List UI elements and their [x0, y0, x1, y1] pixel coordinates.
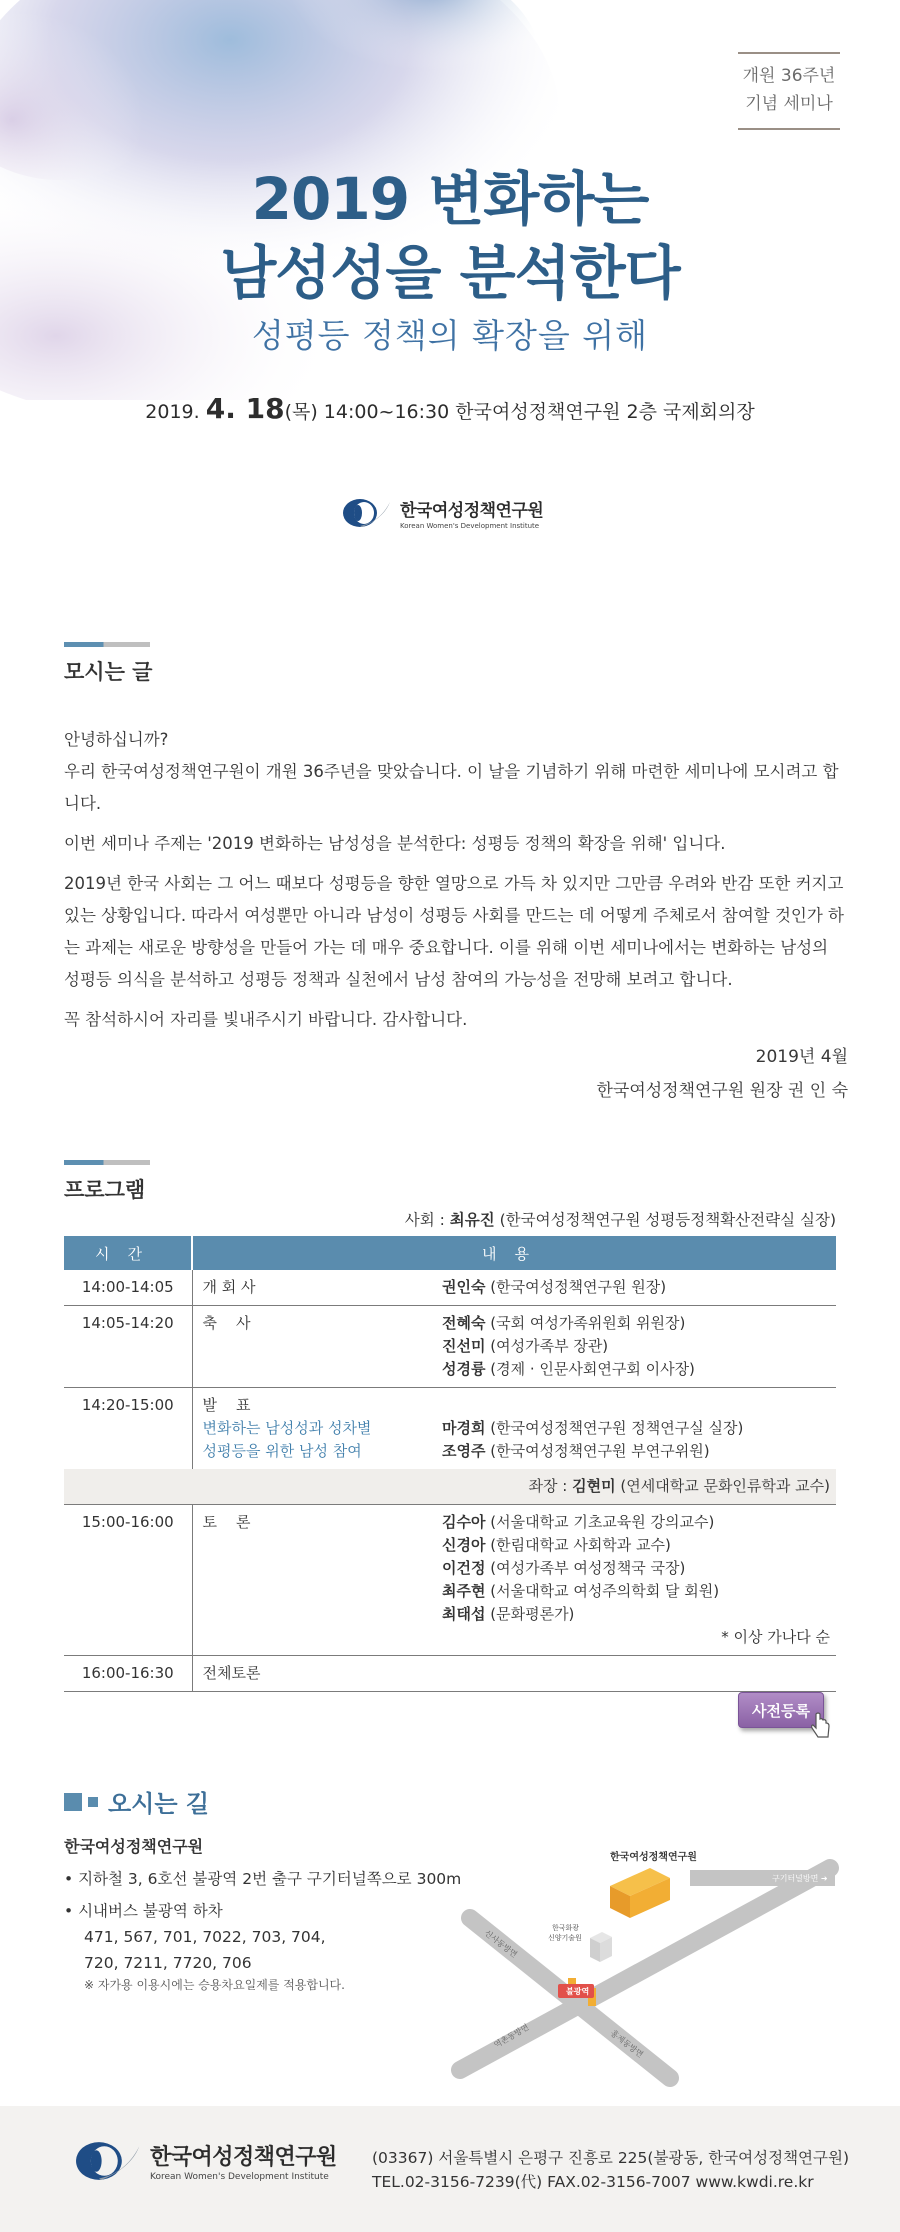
speaker-name: 최태섭 — [442, 1605, 486, 1623]
hero-section — [0, 0, 900, 560]
location-map — [440, 1838, 860, 2088]
date-suffix: (목) 14:00~16:30 한국여성정책연구원 2층 국제회의장 — [284, 401, 755, 423]
bus-lines-1: 471, 567, 701, 7022, 703, 704, — [84, 1928, 326, 1946]
subway-info: • 지하철 3, 6호선 불광역 2번 출구 구기터널쪽으로 300m — [64, 1870, 462, 1888]
row-time: 15:00-16:00 — [64, 1505, 192, 1656]
directions-text — [64, 1834, 484, 1994]
row-speakers — [442, 1306, 836, 1388]
speaker-name: 권인숙 — [442, 1278, 486, 1296]
letter-closing: 꼭 참석하시어 자리를 빛내주시기 바랍니다. 감사합니다. — [64, 1010, 468, 1029]
table-row — [64, 1388, 836, 1470]
small-square-icon — [88, 1797, 98, 1807]
map-sinsa-label: 신사동방면 — [482, 1928, 519, 1960]
footer-name-ko: 한국여성정책연구원 — [150, 2145, 337, 2170]
date-big: 4. 18 — [205, 392, 285, 425]
svg-text:신양기술원: 신양기술원 — [548, 1934, 582, 1942]
row-time: 14:05-14:20 — [64, 1306, 192, 1388]
letter-paragraph: 이번 세미나 주제는 '2019 변화하는 남성성을 분석한다: 성평등 정책의 확장을 위해' 입니다. — [64, 834, 726, 853]
speaker-name: 조영주 — [442, 1442, 486, 1460]
presentation-topic-1: 변화하는 남성성과 성차별 — [202, 1419, 372, 1437]
map-hongje-label: 홍제동방면 — [608, 2028, 645, 2060]
speaker-affiliation: (서울대학교 여성주의학회 달 회원) — [485, 1582, 720, 1600]
org-logo — [340, 496, 543, 530]
chair-label: 좌장 : — [528, 1477, 573, 1495]
row-speakers — [442, 1656, 836, 1692]
row-speakers — [442, 1270, 836, 1306]
page-subtitle: 성평등 정책의 확장을 위해 — [251, 316, 649, 355]
badge-line-1: 개원 36주년 — [742, 66, 836, 86]
speaker-affiliation: (경제 · 인문사회연구회 이사장) — [485, 1360, 695, 1378]
program-heading: 프로그램 — [64, 1178, 146, 1202]
footer — [0, 2106, 900, 2232]
row-session: 축 사 — [192, 1306, 442, 1388]
speaker-name: 김수아 — [442, 1513, 486, 1531]
letter-paragraph: 2019년 한국 사회는 그 어느 때보다 성평등을 향한 열망으로 가득 차 있지만 그만큼 우려와 반감 또한 커지고 있는 상황입니다. 따라서 여성뿐만 아니라 남성이 성평등 사회를 만드는 데 어떻게 주체로서 참여할 것인가 하는 과제는 새로운 방향성을 만들어 가는 데 매우 중요합니다. 이를 위해 이번 세미나에서는 변화하는 남성의 성평등 의식을 분석하고 성평등 정책과 실천에서 남성 참여의 가능성을 전망해 보려고 합니다. — [64, 874, 844, 989]
letter-paragraph: 우리 한국여성정책연구원이 개원 36주년을 맞았습니다. 이 날을 기념하기 위해 마련한 세미나에 모시려고 합니다. — [64, 762, 839, 813]
program-emcee — [405, 1208, 836, 1230]
row-speakers — [442, 1505, 836, 1656]
date-prefix: 2019. — [145, 401, 200, 423]
church-building-icon — [590, 1932, 612, 1962]
emcee-affiliation: (한국여성정책연구원 성평등정책확산전략실 실장) — [494, 1211, 836, 1229]
anniversary-badge — [738, 52, 840, 130]
table-row — [64, 1656, 836, 1692]
speaker-affiliation: (여성가족부 장관) — [485, 1337, 609, 1355]
directions-org: 한국여성정책연구원 — [64, 1837, 204, 1856]
row-time: 16:00-16:30 — [64, 1656, 192, 1692]
pre-register-button[interactable]: 사전등록 — [738, 1692, 824, 1728]
speaker-name: 신경아 — [442, 1536, 486, 1554]
letter-heading: 모시는 글 — [64, 660, 153, 684]
program-header-row — [64, 1236, 836, 1270]
directions-heading — [64, 1784, 209, 1819]
speaker-affiliation: (여성가족부 여성정책국 국장) — [485, 1559, 686, 1577]
footer-logo — [72, 2138, 337, 2184]
map-station-label: 불광역 — [566, 1987, 590, 1996]
row-speakers — [442, 1388, 836, 1470]
square-icon — [64, 1793, 82, 1811]
speaker-affiliation: (한국여성정책연구원 부연구위원) — [485, 1442, 710, 1460]
map-org-label: 한국여성정책연구원 — [610, 1852, 697, 1863]
invitation-letter — [64, 724, 848, 1044]
speaker-name: 최주현 — [442, 1582, 486, 1600]
page-title — [0, 162, 900, 310]
speaker-name: 이건정 — [442, 1559, 486, 1577]
chair-affiliation: (연세대학교 문화인류학과 교수) — [615, 1477, 830, 1495]
session-type: 발 표 — [202, 1396, 251, 1414]
title-line-2: 남성성을 분석한다 — [220, 239, 680, 307]
row-session: 토 론 — [192, 1505, 442, 1656]
speaker-affiliation: (문화평론가) — [485, 1605, 575, 1623]
row-session — [192, 1388, 442, 1470]
speaker-affiliation: (한국여성정책연구원 정책연구실 실장) — [485, 1419, 744, 1437]
letter-section-bar — [64, 642, 150, 647]
footer-address: (03367) 서울특별시 은평구 진흥로 225(불광동, 한국여성정책연구원) — [372, 2149, 850, 2167]
letter-signature — [596, 1040, 848, 1108]
row-time: 14:20-15:00 — [64, 1388, 192, 1470]
directions-title: 오시는 길 — [108, 1790, 210, 1818]
event-dateline — [0, 392, 900, 425]
car-note: ※ 자가용 이용시에는 승용차요일제를 적용합니다. — [84, 1978, 345, 1992]
table-row — [64, 1306, 836, 1388]
emcee-name: 최유진 — [449, 1211, 495, 1229]
logo-name-en: Korean Women's Development Institute — [400, 522, 540, 530]
map-church-label: 한국화광 — [552, 1924, 580, 1932]
presentation-topic-2: 성평등을 위한 남성 참여 — [202, 1442, 362, 1460]
badge-line-2: 기념 세미나 — [745, 94, 833, 114]
hand-cursor-icon — [810, 1712, 832, 1740]
kwdi-logo-icon — [340, 496, 392, 530]
speaker-name: 전혜숙 — [442, 1314, 486, 1332]
sign-date: 2019년 4월 — [755, 1047, 848, 1067]
row-time: 14:00-14:05 — [64, 1270, 192, 1306]
row-session: 개 회 사 — [192, 1270, 442, 1306]
title-line-1: 2019 변화하는 — [251, 165, 649, 233]
col-content-header: 내용 — [192, 1236, 836, 1270]
footer-name-en: Korean Women's Development Institute — [150, 2172, 329, 2182]
logo-name-ko: 한국여성정책연구원 — [400, 501, 544, 521]
speaker-name: 진선미 — [442, 1337, 486, 1355]
program-section-bar — [64, 1160, 150, 1165]
speaker-name: 마경희 — [442, 1419, 486, 1437]
sort-note: * 이상 가나다 순 — [721, 1628, 830, 1646]
map-yeonsinnae-label: 역촌동방면 — [492, 2022, 531, 2050]
bus-title: • 시내버스 불광역 하차 — [64, 1902, 223, 1920]
table-row — [64, 1505, 836, 1656]
sign-name: 한국여성정책연구원 원장 권 인 숙 — [596, 1081, 848, 1101]
bus-lines-2: 720, 7211, 7720, 706 — [84, 1954, 252, 1972]
emcee-label: 사회 : — [404, 1211, 450, 1229]
speaker-affiliation: (한림대학교 사회학과 교수) — [485, 1536, 671, 1554]
kwdi-building-icon — [610, 1868, 670, 1918]
speaker-affiliation: (서울대학교 기초교육원 강의교수) — [485, 1513, 715, 1531]
footer-contact: TEL.02-3156-7239(代) FAX.02-3156-7007 www.kwdi.re.kr — [372, 2173, 814, 2191]
table-row — [64, 1270, 836, 1306]
kwdi-logo-icon — [72, 2138, 142, 2184]
program-table — [64, 1236, 836, 1692]
row-session: 전체토론 — [192, 1656, 442, 1692]
speaker-affiliation: (한국여성정책연구원 원장) — [485, 1278, 667, 1296]
chair-row — [64, 1469, 836, 1505]
footer-address-block — [372, 2146, 849, 2194]
map-tunnel-label: 구기터널방면 ➜ — [772, 1874, 828, 1883]
speaker-name: 성경륭 — [442, 1360, 486, 1378]
letter-greeting: 안녕하십니까? — [64, 730, 169, 749]
chair-cell — [64, 1469, 836, 1505]
chair-name: 김현미 — [572, 1477, 616, 1495]
col-time-header: 시간 — [64, 1236, 192, 1270]
speaker-affiliation: (국회 여성가족위원회 위원장) — [485, 1314, 686, 1332]
